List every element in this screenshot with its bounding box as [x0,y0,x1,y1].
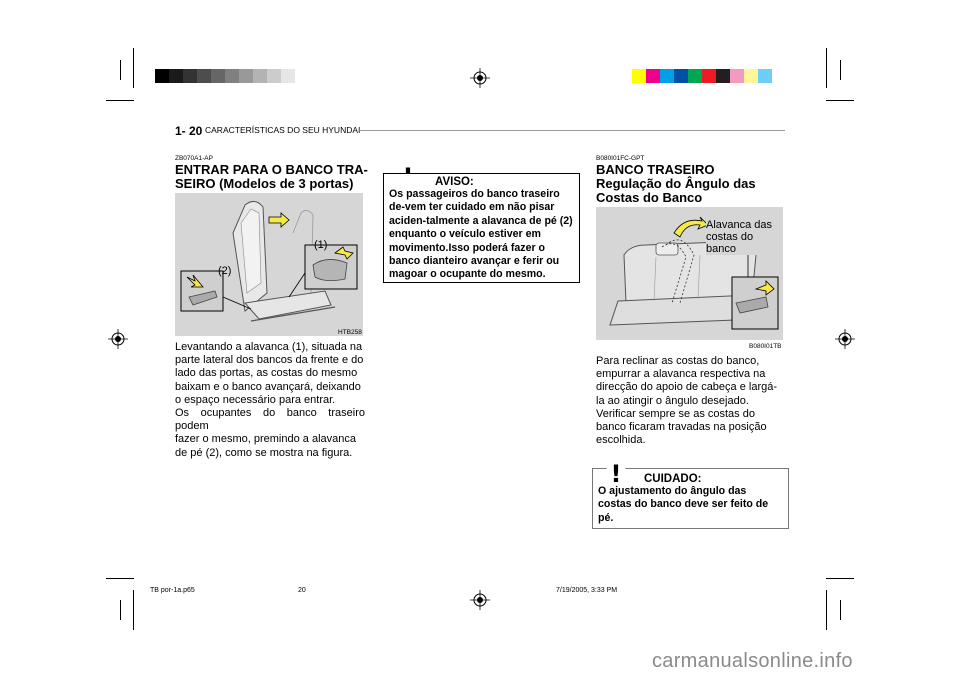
front-seat-lever-figure [175,193,363,336]
caution-triangle-icon [596,451,636,487]
registration-mark-icon [470,68,490,88]
grey-swatch-6 [239,69,253,83]
grey-swatch-1 [169,69,183,83]
warning-box [383,173,580,283]
grey-swatch-0 [155,69,169,83]
lever-callout: Alavanca das costas do banco [706,219,783,255]
caution-title: CUIDADO: [644,473,702,485]
footer-page: 20 [298,587,306,594]
grey-swatch-4 [211,69,225,83]
color-swatch-2 [660,69,674,83]
section-heading: ENTRAR PARA O BANCO TRA- SEIRO (Modelos de 3 portas) [175,162,368,191]
grey-swatch-8 [267,69,281,83]
color-swatch-3 [674,69,688,83]
watermark: carmanualsonline.info [652,650,853,672]
section-code: B080I01FC-GPT [596,155,645,162]
grey-swatch-9 [281,69,295,83]
grey-calibration-bar [155,69,295,83]
footer-datetime: 7/19/2005, 3:33 PM [556,587,618,594]
figure-code: B080I01TB [749,343,782,350]
registration-mark-icon [108,329,128,349]
svg-text:!: ! [610,460,622,487]
figure-label-1: (1) [314,239,328,251]
rear-seat-recline-figure [596,207,783,340]
warning-text: Os passageiros do banco traseiro de-vem ter cuidado em não pisar aciden-talmente a alavanca de pé (2) enquanto o veículo estiver em movimento.Isso poderá fazer o banco dianteiro avançar e ferir ou magoar o ocupante do mesmo. [389,188,573,281]
right-body-text: Para reclinar as costas do banco, empurrar a alavanca respectiva na direcção do apoio de cabeça e largá- la ao atingir o ângulo desejado. Verificar sempre se as costas do banco ficaram travadas na posição escolhida. [596,355,778,447]
grey-swatch-2 [183,69,197,83]
color-swatch-6 [716,69,730,83]
section-title: CARACTERÍSTICAS DO SEU HYUNDAI [205,125,361,135]
color-swatch-7 [730,69,744,83]
figure-label-2: (2) [218,265,232,277]
left-body-text: Levantando a alavanca (1), situada na parte lateral dos bancos da frente e do lado das portas, as costas do mesmo baixam e o banco avançará, deixando o espaço necessário para entrar. Os ocupantes do banco traseiro podem fazer o mesmo, premindo a alavanca de pé (2), como se mostra na figura. [175,341,365,459]
page-number: 1- 20 [175,124,203,138]
color-swatch-1 [646,69,660,83]
front-seat-illustration [175,193,363,336]
grey-swatch-3 [197,69,211,83]
figure-code: HTB258 [338,329,362,336]
grey-swatch-7 [253,69,267,83]
registration-mark-icon [835,329,855,349]
color-swatch-5 [702,69,716,83]
color-swatch-8 [744,69,758,83]
registration-mark-icon [470,590,490,610]
color-swatch-9 [758,69,772,83]
color-swatch-4 [688,69,702,83]
caution-text: O ajustamento do ângulo das costas do banco deve ser feito de pé. [598,485,769,524]
color-swatch-0 [632,69,646,83]
footer-file: TB por-1a.p65 [150,587,195,594]
color-calibration-bar [632,69,772,83]
header-divider [360,130,785,131]
warning-title: AVISO: [435,176,474,188]
grey-swatch-5 [225,69,239,83]
section-heading: BANCO TRASEIRO Regulação do Ângulo das Costas do Banco [596,162,756,205]
section-code: ZB070A1-AP [175,155,213,162]
